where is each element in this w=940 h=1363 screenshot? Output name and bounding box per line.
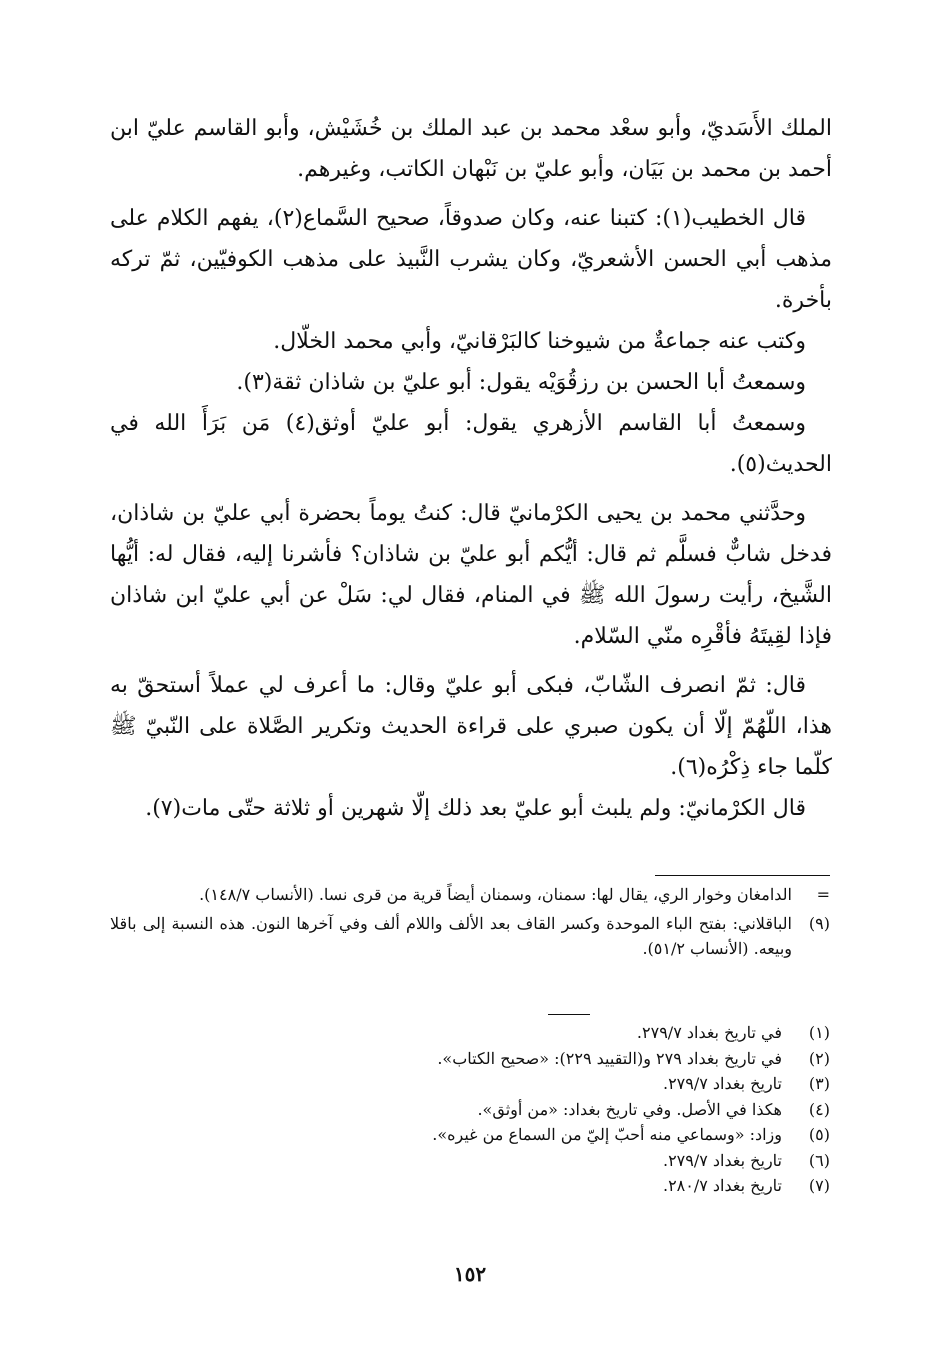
footnotes: [110, 1020, 830, 1199]
footnote-divider: [548, 1014, 590, 1015]
footnote-text: تاريخ بغداد ٢٧٩/٧.: [662, 1074, 782, 1093]
footnote-text: في تاريخ بغداد ٢٧٩/٧.: [636, 1023, 782, 1042]
footnote-text: تاريخ بغداد ٢٧٩/٧.: [662, 1150, 782, 1170]
footnote: [110, 1097, 830, 1123]
footnote-separator: [655, 875, 830, 876]
footnote-text: هكذا في الأصل. وفي تاريخ بغداد: «من أوثق».: [477, 1099, 782, 1119]
continued-notes: [110, 882, 830, 965]
continued-note-text: الباقلاني: بفتح الباء الموحدة وكسر القاف بعد الألف واللام ألف وفي آخرها النون. هذه النسبة إلى باقلا وبيعه. (الأنساب ٥١/٢).: [110, 914, 792, 958]
paragraph-3: وكتب عنه جماعةٌ من شيوخنا كالبَرْقانيّ، وأبي محمد الخلّال.: [273, 329, 806, 354]
paragraph-7: قال: ثمّ انصرف الشّابّ، فبكى أبو عليّ وقال: ما أعرف لي عملاً أستحقّ به هذا، اللّهُمّ إلّا أن يكون صبري على قراءة الحديث وتكرير الصَّلاة على النّبيّ ﷺ كلّما جاء ذِكْرُه(٦).: [110, 673, 832, 780]
continued-note-marker: (٩): [808, 914, 830, 933]
footnote: [110, 1148, 830, 1174]
footnote-number: (٦): [808, 1150, 830, 1170]
footnote: [110, 1173, 830, 1199]
footnote: [110, 1020, 830, 1046]
main-text: [110, 108, 832, 829]
footnote-text: وزاد: «وسماعي منه أحبّ إليّ من السماع من غيره».: [432, 1125, 782, 1144]
paragraph-2: قال الخطيب(١): كتبنا عنه، وكان صدوقاً، صحيح السَّماع(٢)، يفهم الكلام على مذهب أبي الحسن الأشعريّ، وكان يشرب النَّبيذ على مذهب الكوفيّين، ثمّ تركه بأخرة.: [110, 206, 832, 313]
paragraph-4: وسمعتُ أبا الحسن بن رزقُوَيْه يقول: أبو عليّ بن شاذان ثقة(٣).: [236, 370, 806, 395]
footnote-text: في تاريخ بغداد ٢٧٩ و(التقييد ٢٢٩): «صحيح الكتاب».: [437, 1048, 782, 1068]
footnote-text: تاريخ بغداد ٢٨٠/٧.: [662, 1176, 782, 1195]
paragraph-5: وسمعتُ أبا القاسم الأزهري يقول: أبو عليّ أوثق(٤) مَن بَرَأَ الله في الحديث(٥).: [110, 411, 832, 477]
continued-note: [110, 882, 830, 907]
footnote: [110, 1046, 830, 1072]
footnote-number: (٣): [808, 1074, 830, 1093]
continued-note-marker: =: [816, 885, 830, 904]
paragraph-1: الملك الأَسَديّ، وأبو سعْد محمد بن عبد الملك بن خُشَيْش، وأبو القاسم عليّ ابن أحمد بن محمد بن بَيَان، وأبو عليّ بن نَبْهان الكاتب، وغيرهم.: [110, 116, 832, 182]
paragraph-8: قال الكرْمانيّ: ولم يلبث أبو عليّ بعد ذلك إلّا شهرين أو ثلاثة حتّى مات(٧).: [145, 796, 806, 821]
continued-note: [110, 911, 830, 961]
footnote-number: (٤): [808, 1099, 830, 1119]
page-number: ١٥٢: [453, 1262, 487, 1286]
footnote-number: (٧): [808, 1176, 830, 1195]
footnote-number: (٢): [808, 1048, 830, 1068]
footnote-number: (٥): [808, 1125, 830, 1144]
footnote-number: (١): [808, 1023, 830, 1042]
paragraph-6: وحدَّثني محمد بن يحيى الكرْمانيّ قال: كنتُ يوماً بحضرة أبي عليّ بن شاذان، فدخل شابٌّ فسلَّم ثم قال: أيُّكم أبو عليّ بن شاذان؟ فأشرنا إليه، فقال له: أيُّها الشَّيخ، رأيت رسولَ الله ﷺ في المنام، فقال لي: سَلْ عن أبي عليّ ابن شاذان فإذا لقِيتَهُ فأقْرِه منّي السّلام.: [110, 501, 832, 649]
continued-note-text: الدامغان وخوار الري، يقال لها: سمنان، وسمنان أيضاً قرية من قرى نسا. (الأنساب ١٤٨/٧).: [199, 885, 792, 904]
footnote: [110, 1071, 830, 1097]
footnote: [110, 1122, 830, 1148]
